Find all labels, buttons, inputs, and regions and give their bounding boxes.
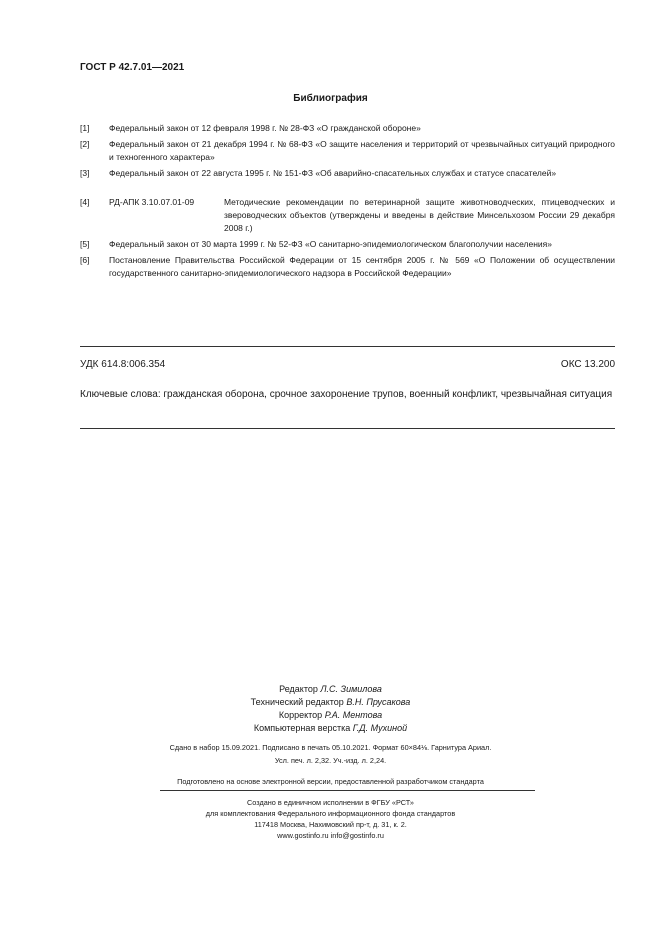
bibliography-entry	[80, 254, 615, 280]
bibliography-entry	[80, 122, 615, 135]
entry-number: [4]	[80, 197, 90, 207]
entry-number: [3]	[80, 168, 90, 178]
bibliography-entry	[80, 238, 615, 251]
print-info-line1: Сдано в набор 15.09.2021. Подписано в печать 05.10.2021. Формат 60×84⅛. Гарнитура Ариал.	[169, 743, 492, 752]
entry-number: [5]	[80, 239, 90, 249]
standard-number: ГОСТ Р 42.7.01—2021	[80, 62, 185, 73]
bibliography-entry	[80, 196, 615, 235]
keywords: Ключевые слова: гражданская оборона, срочное захоронение трупов, военный конфликт, чрезвычайная ситуация	[80, 389, 613, 400]
publisher-line2: для комплектования Федерального информационного фонда стандартов	[205, 809, 456, 818]
entry-text: Методические рекомендации по ветеринарной защите животноводческих, птицеводческих и звероводческих объектов (утверждены и введены в действие Минсельхозом России 29 декабря 2008 г.)	[224, 197, 615, 233]
credit-role: Технический редактор	[250, 697, 344, 707]
print-info-line2: Усл. печ. л. 2,32. Уч.-изд. л. 2,24.	[274, 756, 387, 765]
publisher-line1: Создано в единичном исполнении в ФГБУ «РСТ»	[247, 798, 414, 807]
entry-code: РД-АПК 3.10.07.01-09	[109, 197, 195, 207]
credit-role: Корректор	[278, 710, 323, 720]
bibliography-entry	[80, 138, 615, 164]
credit-role: Компьютерная верстка	[253, 723, 351, 733]
entry-text: Федеральный закон от 21 декабря 1994 г. № 68-ФЗ «О защите населения и территорий от чрезвычайных ситуаций природного и техногенного характера»	[109, 139, 615, 162]
entry-text: Федеральный закон от 12 февраля 1998 г. № 28-ФЗ «О гражданской обороне»	[109, 123, 421, 133]
publisher-contacts: www.gostinfo.ru info@gostinfo.ru	[277, 831, 384, 840]
credit-role: Редактор	[279, 684, 318, 694]
oks-code: ОКС 13.200	[560, 359, 615, 370]
entry-number: [6]	[80, 255, 90, 265]
divider	[160, 790, 535, 791]
bibliography-title: Библиография	[293, 93, 368, 104]
entry-text: Федеральный закон от 22 августа 1995 г. № 151-ФЗ «Об аварийно-спасательных службах и статусе спасателей»	[109, 168, 557, 178]
divider	[80, 346, 615, 347]
divider	[80, 428, 615, 429]
credit-name: Р.А. Ментова	[324, 710, 383, 720]
udk-code: УДК 614.8:006.354	[80, 359, 166, 370]
entry-text: Постановление Правительства Российской Федерации от 15 сентября 2005 г. № 569 «О Положении об осуществлении государственного санитарно-эпидемиологического надзора в Российской Федерации»	[109, 255, 615, 278]
bibliography-entry	[80, 167, 615, 193]
credit-layout	[0, 722, 661, 735]
credit-corrector	[0, 709, 661, 722]
entry-text: Федеральный закон от 30 марта 1999 г. № 52-ФЗ «О санитарно-эпидемиологическом благополучии населения»	[109, 239, 553, 249]
credit-name: В.Н. Прусакова	[346, 697, 411, 707]
credit-editor	[0, 683, 661, 696]
entry-number: [2]	[80, 139, 90, 149]
credit-name: Г.Д. Мухиной	[352, 723, 408, 733]
publisher-line3: 117418 Москва, Нахимовский пр-т, д. 31, к. 2.	[254, 820, 407, 829]
credit-tech-editor	[0, 696, 661, 709]
prepared-note: Подготовлено на основе электронной версии, предоставленной разработчиком стандарта	[177, 777, 484, 786]
entry-number: [1]	[80, 123, 90, 133]
credit-name: Л.С. Зимилова	[320, 684, 382, 694]
